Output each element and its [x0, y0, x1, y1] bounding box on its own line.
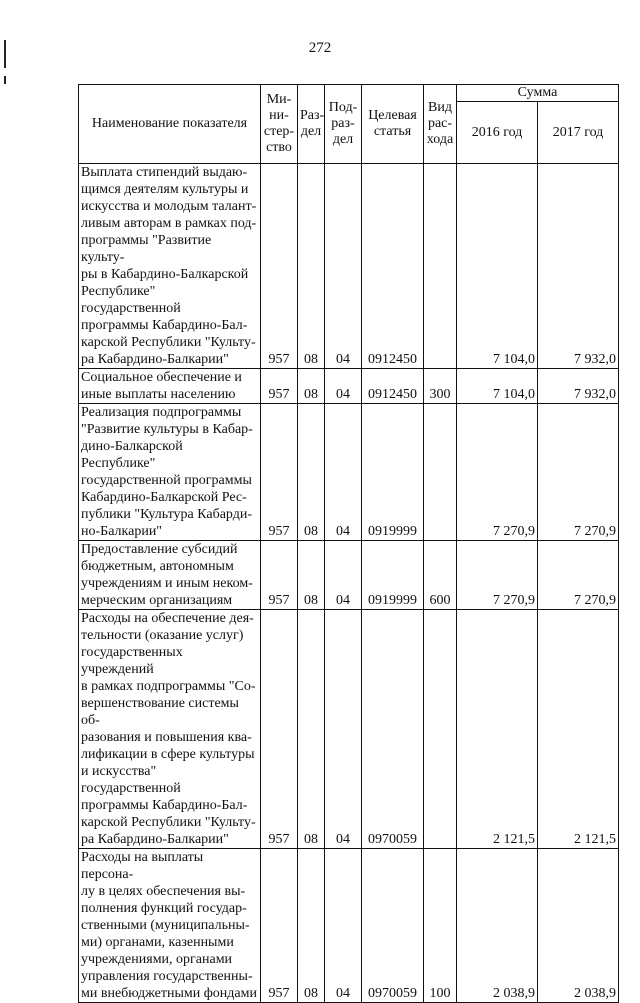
cell-section: 08	[298, 849, 325, 1003]
header-row-top	[79, 85, 619, 102]
cell-section: 08	[298, 610, 325, 849]
cell-ministry: 957	[261, 849, 298, 1003]
header-section: Раз- дел	[298, 85, 325, 164]
header-subsection: Под- раз- дел	[325, 85, 362, 164]
header-name: Наименование показателя	[79, 85, 261, 164]
cell-target: 0912450	[362, 164, 424, 369]
cell-expense-type	[424, 164, 457, 369]
cell-subsection: 04	[325, 610, 362, 849]
cell-ministry: 957	[261, 164, 298, 369]
cell-name: Социальное обеспечение и иные выплаты населению	[79, 369, 261, 404]
header-expense-type: Вид рас- хода	[424, 85, 457, 164]
cell-name: Расходы на выплаты персона- лу в целях обеспечения вы- полнения функций государ- ственными (муниципальны- ми) органами, казенными учреждениями, органами управления государственны- ми внебюджетными фондами	[79, 849, 261, 1003]
cell-ministry: 957	[261, 404, 298, 541]
table-row	[79, 541, 619, 610]
page-number: 272	[308, 40, 332, 56]
cell-y2017: 7 270,9	[538, 404, 619, 541]
table-row	[79, 164, 619, 369]
cell-y2017: 2 038,9	[538, 849, 619, 1003]
cell-y2017: 7 932,0	[538, 164, 619, 369]
cell-y2016: 7 104,0	[457, 164, 538, 369]
cell-name: Предоставление субсидий бюджетным, автономным учреждениям и иным неком- мерческим организациям	[79, 541, 261, 610]
cell-section: 08	[298, 541, 325, 610]
table-row	[79, 610, 619, 849]
cell-ministry: 957	[261, 541, 298, 610]
cell-y2016: 2 038,9	[457, 849, 538, 1003]
margin-mark-top	[4, 40, 6, 68]
cell-y2017: 7 270,9	[538, 541, 619, 610]
cell-subsection: 04	[325, 849, 362, 1003]
table-row	[79, 369, 619, 404]
header-ministry: Ми- ни- стер- ство	[261, 85, 298, 164]
cell-subsection: 04	[325, 369, 362, 404]
cell-y2016: 2 121,5	[457, 610, 538, 849]
header-sum: Сумма	[457, 85, 619, 102]
cell-expense-type: 600	[424, 541, 457, 610]
budget-table	[78, 84, 619, 1003]
cell-name: Выплата стипендий выдаю- щимся деятелям культуры и искусства и молодым талант- ливым авторам в рамках под- программы "Развитие культу- ры в Кабардино-Балкарской Республике" государственной программы Кабардино-Бал- карской Республики "Культу- ра Кабардино-Балкарии"	[79, 164, 261, 369]
cell-section: 08	[298, 164, 325, 369]
cell-y2016: 7 270,9	[457, 404, 538, 541]
cell-expense-type	[424, 404, 457, 541]
cell-y2016: 7 104,0	[457, 369, 538, 404]
header-year-2017: 2017 год	[538, 102, 619, 164]
cell-subsection: 04	[325, 541, 362, 610]
cell-y2017: 2 121,5	[538, 610, 619, 849]
header-target: Целевая статья	[362, 85, 424, 164]
cell-expense-type: 100	[424, 849, 457, 1003]
header-year-2016: 2016 год	[457, 102, 538, 164]
cell-ministry: 957	[261, 610, 298, 849]
cell-section: 08	[298, 369, 325, 404]
table-row	[79, 404, 619, 541]
cell-target: 0912450	[362, 369, 424, 404]
cell-target: 0970059	[362, 849, 424, 1003]
cell-section: 08	[298, 404, 325, 541]
cell-expense-type	[424, 610, 457, 849]
margin-mark-small	[4, 76, 6, 84]
cell-name: Расходы на обеспечение дея- тельности (оказание услуг) государственных учреждений в рамках подпрограммы "Со- вершенствование системы об- разования и повышения ква- лификации в сфере культуры и искусства" государственной программы Кабардино-Бал- карской Республики "Культу- ра Кабардино-Балкарии"	[79, 610, 261, 849]
cell-name: Реализация подпрограммы "Развитие культуры в Кабар- дино-Балкарской Республике" государственной программы Кабардино-Балкарской Рес- публики "Культура Кабарди- но-Балкарии"	[79, 404, 261, 541]
cell-target: 0919999	[362, 404, 424, 541]
cell-subsection: 04	[325, 404, 362, 541]
cell-y2017: 7 932,0	[538, 369, 619, 404]
cell-target: 0919999	[362, 541, 424, 610]
table-row	[79, 849, 619, 1003]
cell-ministry: 957	[261, 369, 298, 404]
cell-y2016: 7 270,9	[457, 541, 538, 610]
cell-subsection: 04	[325, 164, 362, 369]
cell-expense-type: 300	[424, 369, 457, 404]
cell-target: 0970059	[362, 610, 424, 849]
